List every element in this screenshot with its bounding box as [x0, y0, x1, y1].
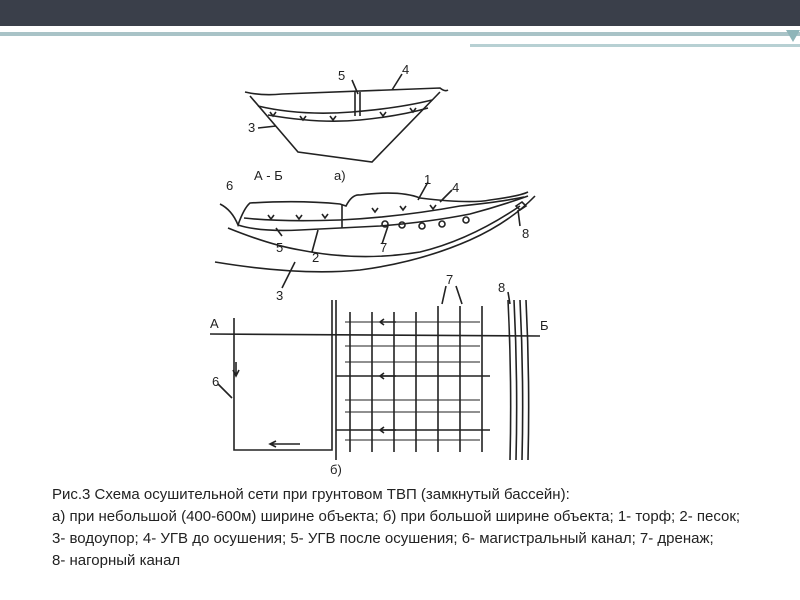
label-a-3: 3 [248, 120, 256, 135]
figure-caption [52, 484, 772, 572]
label-plan-8: 8 [498, 280, 506, 295]
caption-line-1: Рис.3 Схема осушительной сети при грунтовом ТВП (замкнутый бассейн): [52, 486, 570, 503]
section-a [245, 88, 448, 162]
label-section-ab: А - Б [254, 168, 283, 183]
label-sub-a: а) [334, 168, 346, 183]
caption-line-2: а) при небольшой (400-600м) ширине объекта; б) при большой ширине объекта; 1- торф; 2- песок; [52, 508, 741, 525]
label-mid-4: 4 [452, 180, 460, 195]
label-mid-8: 8 [522, 226, 530, 241]
caption-line-4: 8- нагорный канал [52, 552, 181, 569]
label-a-4: 4 [402, 62, 410, 77]
label-mid-1: 1 [424, 172, 432, 187]
label-mid-7: 7 [380, 240, 388, 255]
label-mid-3: 3 [276, 288, 284, 303]
label-plan-7: 7 [446, 272, 454, 287]
label-mid-2: 2 [312, 250, 320, 265]
plan-b [210, 300, 540, 460]
label-plan-6: 6 [212, 374, 220, 389]
label-sub-b: б) [330, 462, 342, 477]
label-a-5: 5 [338, 68, 346, 83]
label-mid-5: 5 [276, 240, 284, 255]
caption-line-3: 3- водоупор; 4- УГВ до осушения; 5- УГВ после осушения; 6- магистральный канал; 7- дренаж; [52, 530, 714, 547]
section-ab [215, 192, 535, 272]
label-plan-b: Б [540, 318, 549, 333]
label-plan-a: А [210, 316, 219, 331]
label-mid-6: 6 [226, 178, 234, 193]
